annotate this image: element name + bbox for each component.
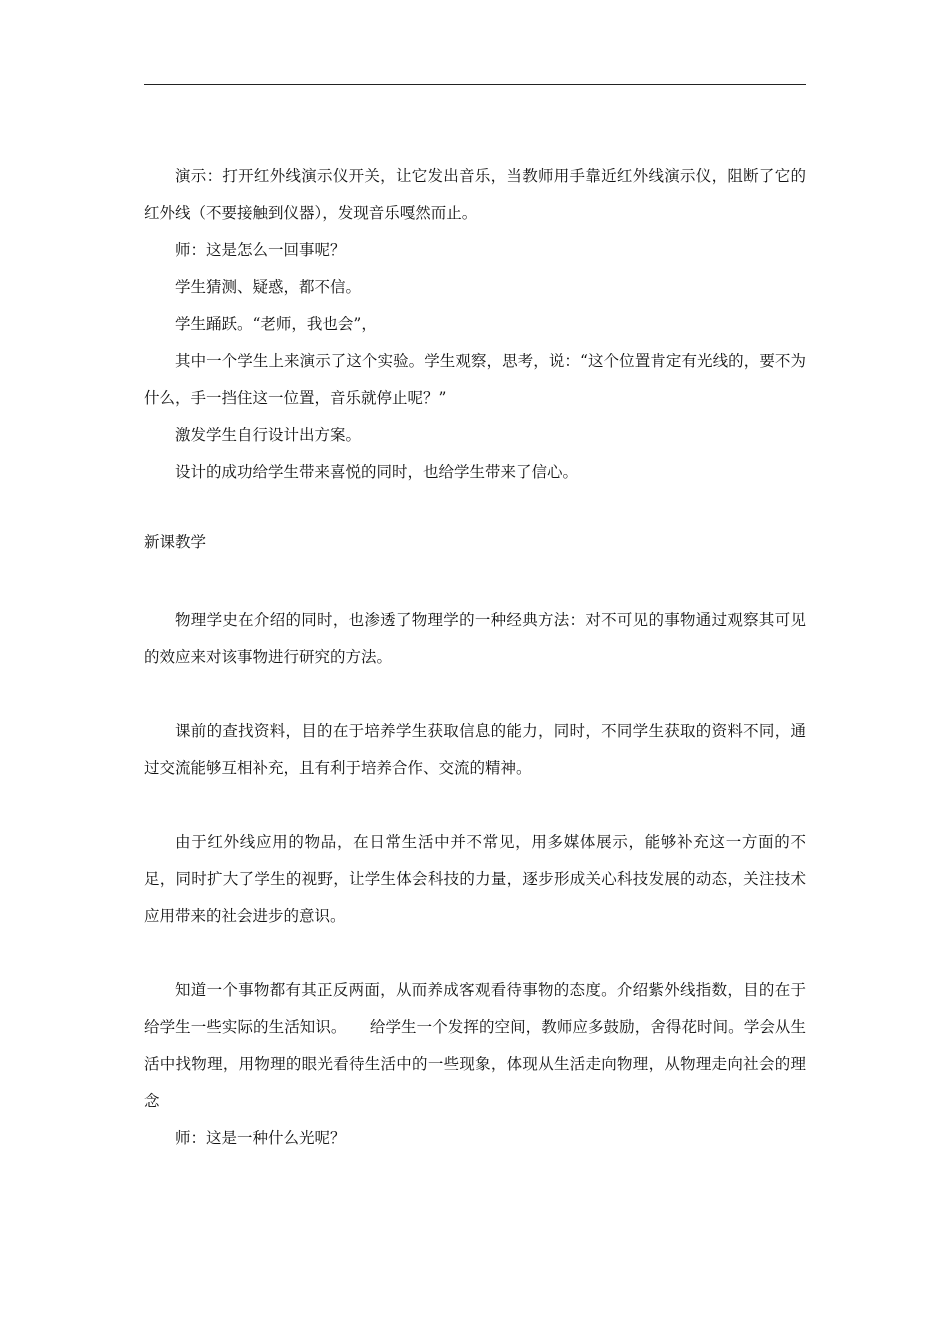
paragraph-teacher-light: 师：这是一种什么光呢？ (175, 1129, 346, 1147)
document-body (144, 158, 806, 1157)
paragraph-ultraviolet: 知道一个事物都有其正反两面，从而养成客观看待事物的态度。介绍紫外线指数，目的在于给学生一些实际的生活知识。 给学生一个发挥的空间，教师应多鼓励，舍得花时间。学会从生活中找物理，用物理的眼光看待生活中的一些现象，体现从生活走向物理，从物理走向社会的理念 (144, 981, 806, 1110)
paragraph-student-guess: 学生猜测、疑惑，都不信。 (175, 278, 362, 296)
paragraph-multimedia: 由于红外线应用的物品，在日常生活中并不常见，用多媒体展示，能够补充这一方面的不足，同时扩大了学生的视野，让学生体会科技的力量，逐步形成关心科技发展的动态，关注技术应用带来的社会进步的意识。 (144, 833, 806, 925)
paragraph-physics-history: 物理学史在介绍的同时，也渗透了物理学的一种经典方法：对不可见的事物通过观察其可见的效应来对该事物进行研究的方法。 (144, 611, 806, 666)
paragraph-research: 课前的查找资料，目的在于培养学生获取信息的能力，同时，不同学生获取的资料不同，通过交流能够互相补充，且有利于培养合作、交流的精神。 (144, 722, 806, 777)
paragraph-teacher-question: 师：这是怎么一回事呢？ (175, 241, 346, 259)
paragraph-confidence: 设计的成功给学生带来喜悦的同时，也给学生带来了信心。 (175, 463, 579, 481)
paragraph-student-demo: 其中一个学生上来演示了这个实验。学生观察，思考，说：“这个位置肯定有光线的，要不为什么，手一挡住这一位置，音乐就停止呢？” (144, 352, 806, 407)
paragraph-student-eager: 学生踊跃。“老师，我也会”， (175, 315, 377, 333)
section-heading: 新课教学 (144, 533, 207, 551)
paragraph-demo: 演示：打开红外线演示仪开关，让它发出音乐，当教师用手靠近红外线演示仪，阻断了它的红外线（不要接触到仪器），发现音乐嘎然而止。 (144, 167, 806, 222)
paragraph-design: 激发学生自行设计出方案。 (175, 426, 362, 444)
header-rule (144, 84, 806, 85)
